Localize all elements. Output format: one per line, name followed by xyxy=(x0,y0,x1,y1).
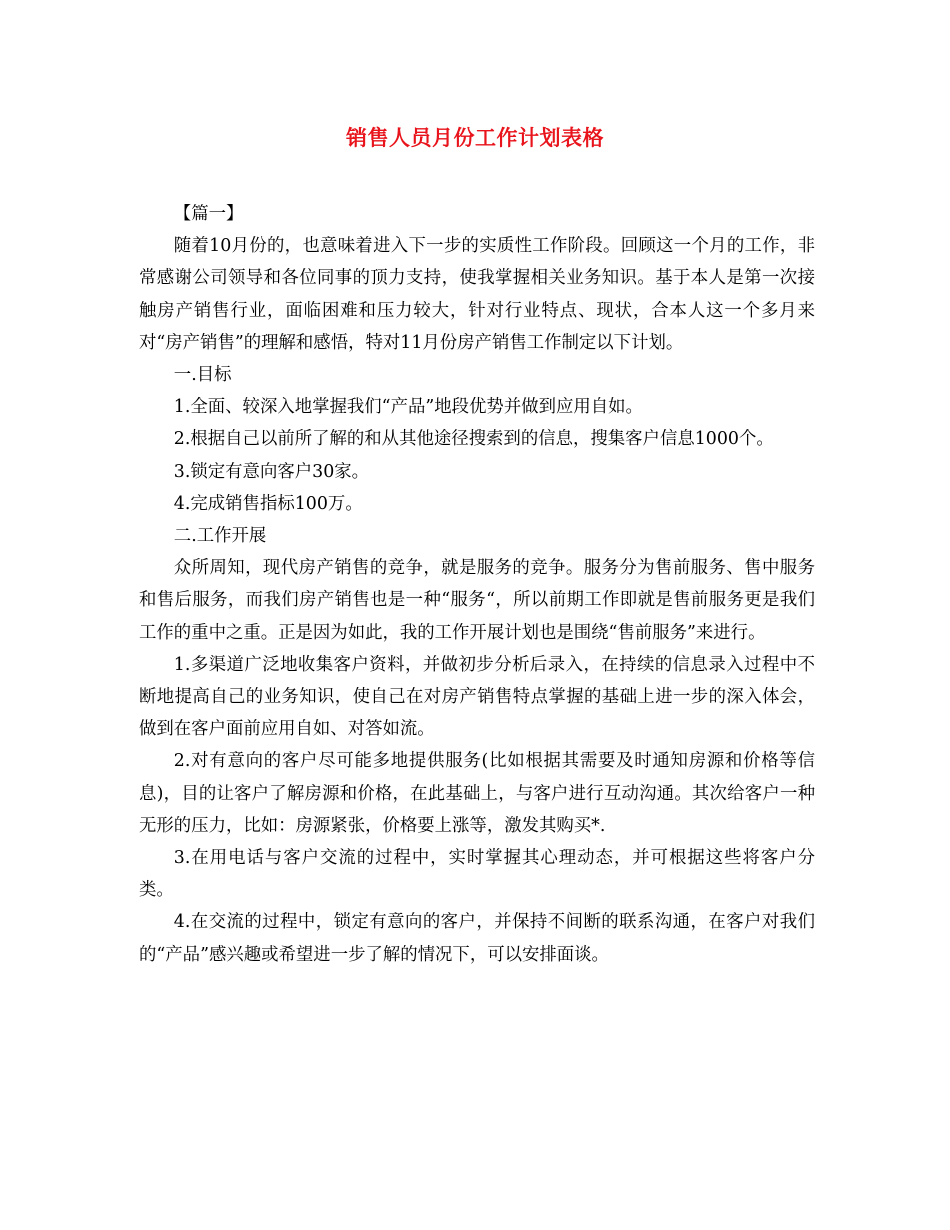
paragraph-service: 众所周知，现代房产销售的竞争，就是服务的竞争。服务分为售前服务、售中服务和售后服务，而我们房产销售也是一种“服务“，所以前期工作即就是售前服务更是我们工作的重中之重。正是因为如此，我的工作开展计划也是围绕“售前服务”来进行。 xyxy=(139,558,815,643)
heading-work-plan: 二.工作开展 xyxy=(173,526,267,547)
document-body xyxy=(139,198,815,971)
plan-item-2: 2.对有意向的客户尽可能多地提供服务(比如根据其需要及时通知房源和价格等信息)，目的让客户了解房源和价格，在此基础上，与客户进行互动沟通。其次给客户一种无形的压力，比如：房源紧张，价格要上涨等，激发其购买*. xyxy=(139,751,815,836)
goal-item-3: 3.锁定有意向客户30家。 xyxy=(173,461,370,482)
plan-item-3: 3.在用电话与客户交流的过程中，实时掌握其心理动态，并可根据这些将客户分类。 xyxy=(139,848,815,901)
plan-item-4: 4.在交流的过程中，锁定有意向的客户，并保持不间断的联系沟通，在客户对我们的“产品”感兴趣或希望进一步了解的情况下，可以安排面谈。 xyxy=(139,912,815,965)
heading-goals: 一.目标 xyxy=(173,365,232,386)
paragraph-intro: 随着10月份的，也意味着进入下一步的实质性工作阶段。回顾这一个月的工作，非常感谢公司领导和各位同事的顶力支持，使我掌握相关业务知识。基于本人是第一次接触房产销售行业，面临困难和压力较大，针对行业特点、现状，合本人这一个多月来对“房产销售”的理解和感悟，特对11月份房产销售工作制定以下计划。 xyxy=(139,236,815,353)
goal-item-1: 1.全面、较深入地掌握我们“产品”地段优势并做到应用自如。 xyxy=(173,397,643,418)
plan-item-1: 1.多渠道广泛地收集客户资料，并做初步分析后录入，在持续的信息录入过程中不断地提高自己的业务知识，使自己在对房产销售特点掌握的基础上进一步的深入体会，做到在客户面前应用自如、对答如流。 xyxy=(139,654,815,740)
section-heading-part-one: 【篇一】 xyxy=(173,204,244,224)
goal-item-2: 2.根据自己以前所了解的和从其他途径搜索到的信息，搜集客户信息1000个。 xyxy=(173,429,774,450)
goal-item-4: 4.完成销售指标100万。 xyxy=(173,493,363,514)
document-title: 销售人员月份工作计划表格 xyxy=(346,126,604,150)
